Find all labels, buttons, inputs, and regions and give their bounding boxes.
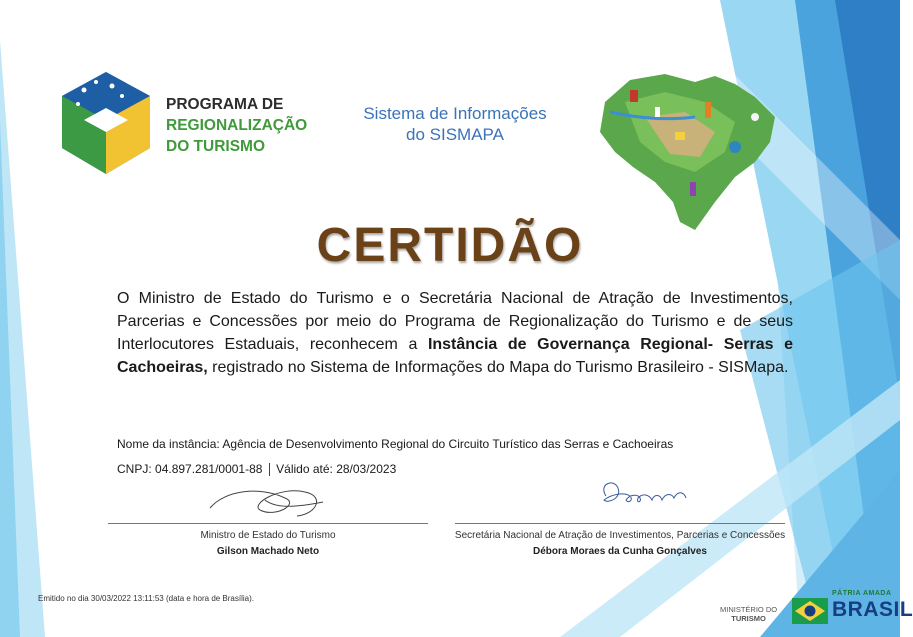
emission-timestamp: Emitido no dia 30/03/2022 13:11:53 (data e hora de Brasília). [38, 594, 254, 603]
ministry-logo [720, 605, 777, 623]
instance-value: Agência de Desenvolvimento Regional do Circuito Turístico das Serras e Cachoeiras [222, 437, 674, 451]
cube-logo-icon [56, 68, 156, 180]
left-signature-image [205, 478, 335, 523]
certificate-details [117, 437, 673, 487]
brazil-map-icon [585, 62, 785, 237]
brazil-flag-icon [792, 598, 828, 624]
body-text-highlight: Instância de Governança Regional- Serras e Cachoeiras, [117, 336, 793, 376]
right-signature-name: Débora Moraes da Cunha Gonçalves [533, 546, 707, 557]
instance-row [117, 437, 673, 451]
right-signature-line [455, 523, 785, 524]
instance-label: Nome da instância: [117, 437, 223, 451]
brasil-wordmark: BRASIL [832, 598, 913, 621]
program-logo-line2: REGIONALIZAÇÃO [166, 117, 308, 134]
valid-value: 28/03/2023 [336, 462, 397, 476]
sismapa-line2: do SISMAPA [406, 125, 504, 144]
body-text-part2: registrado no Sistema de Informações do Mapa do Turismo Brasileiro - SISMapa. [207, 359, 789, 376]
left-signature-line [108, 523, 428, 524]
valid-label: Válido até: [276, 462, 337, 476]
ministry-line1: MINISTÉRIO DO [720, 605, 778, 614]
right-signature-role: Secretária Nacional de Atração de Investimentos, Parcerias e Concessões [454, 530, 786, 541]
certificate-body [117, 287, 793, 379]
sismapa-heading [340, 103, 570, 145]
cnpj-label: CNPJ: [117, 462, 156, 476]
separator [269, 463, 270, 476]
left-signature-name: Gilson Machado Neto [216, 546, 320, 557]
slogan-text: PÁTRIA AMADA [832, 590, 892, 597]
cnpj-value: 04.897.281/0001-88 [155, 462, 263, 476]
body-text-part1: O Ministro de Estado do Turismo e o Secretária Nacional de Atração de Investimentos, Parcerias e Concessões por meio do Programa de Regionalização do Turismo e de seus Interlocutores Estaduais, reconhecem a [117, 290, 793, 353]
certificate-title: CERTIDÃO [316, 219, 584, 272]
program-logo-line3: DO TURISMO [166, 138, 266, 155]
cnpj-row [117, 462, 673, 476]
sismapa-line1: Sistema de Informações [363, 104, 547, 123]
right-signature-image [596, 474, 696, 514]
ministry-line2: TURISMO [731, 614, 766, 623]
left-signature-role: Ministro de Estado do Turismo [200, 530, 336, 541]
program-logo-line1: PROGRAMA DE [166, 96, 284, 113]
program-logo-text [166, 94, 307, 157]
program-logo [56, 68, 326, 180]
